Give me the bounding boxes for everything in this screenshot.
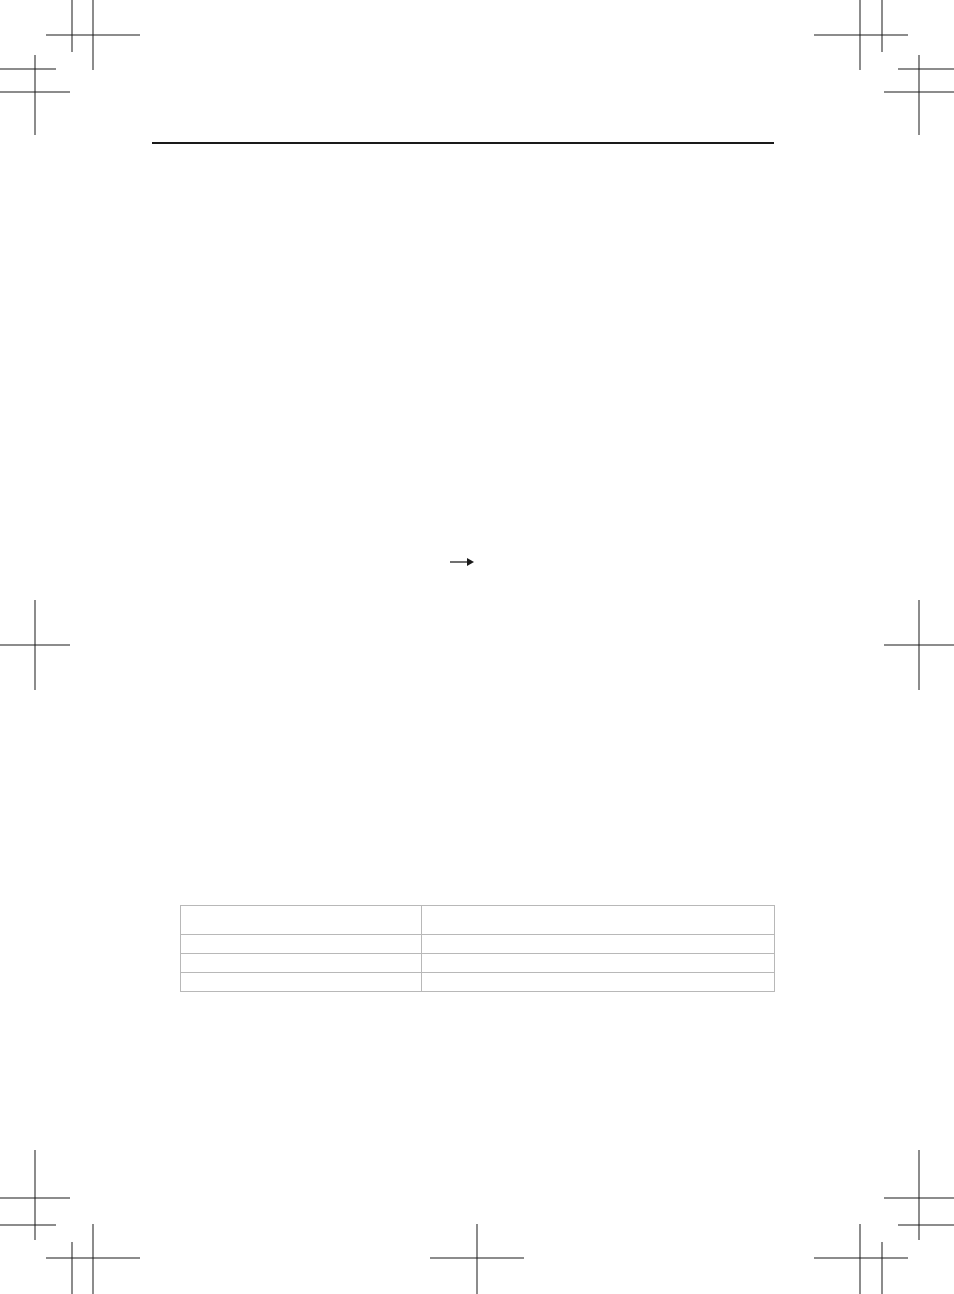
header-rule xyxy=(152,142,774,144)
table-cell xyxy=(181,973,422,992)
table-header-row xyxy=(181,906,775,935)
music-notation-figure xyxy=(236,528,692,602)
table-header-key xyxy=(181,906,422,935)
transpose-table xyxy=(180,905,775,992)
table-header-effect xyxy=(422,906,775,935)
table-cell xyxy=(181,935,422,954)
arrow-right-icon xyxy=(450,558,474,566)
table-row xyxy=(181,954,775,973)
table-cell xyxy=(422,935,775,954)
table-row xyxy=(181,935,775,954)
table-cell xyxy=(422,973,775,992)
keyboard-diagram xyxy=(180,776,772,870)
table-cell xyxy=(181,954,422,973)
table-row xyxy=(181,973,775,992)
table-cell xyxy=(422,954,775,973)
